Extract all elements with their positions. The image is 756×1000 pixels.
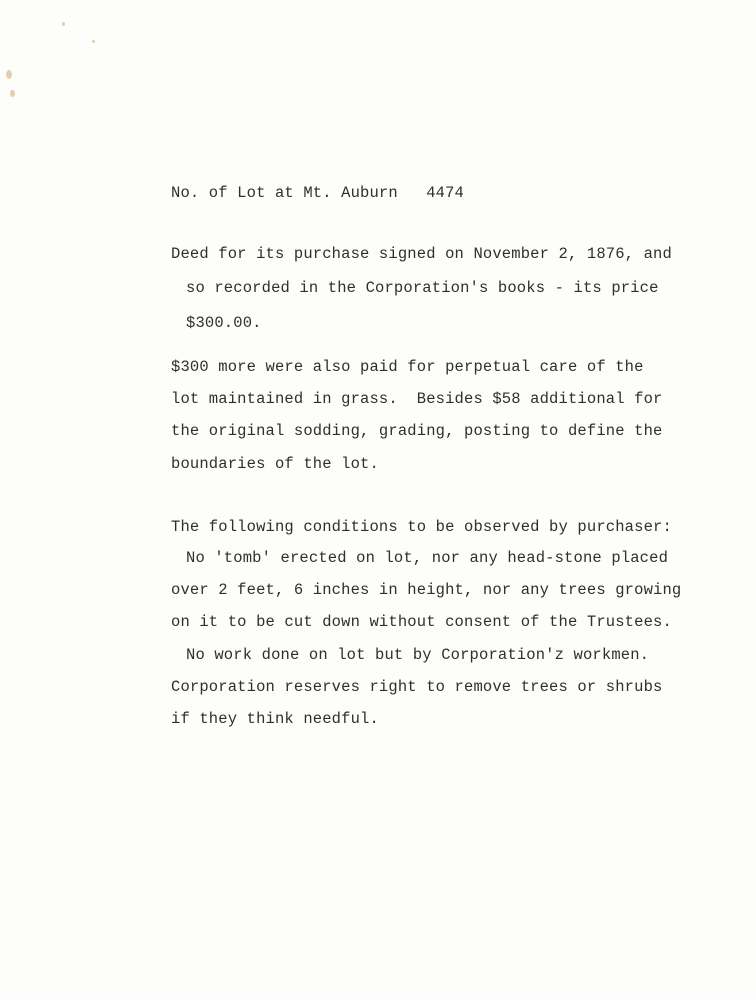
paper-stain [62,22,65,26]
conditions-line-4: on it to be cut down without consent of the Trustees. [171,613,672,631]
deed-line-2: so recorded in the Corporation's books - its price [186,279,659,297]
care-line-1: $300 more were also paid for perpetual care of the [171,358,644,376]
paper-stain [10,90,15,97]
care-line-4: boundaries of the lot. [171,455,379,473]
conditions-line-3: over 2 feet, 6 inches in height, nor any trees growing [171,581,682,599]
paper-stain [92,40,95,43]
conditions-line-1: The following conditions to be observed by purchaser: [171,518,672,536]
care-line-2: lot maintained in grass. Besides $58 additional for [171,390,663,408]
work-line-2: Corporation reserves right to remove trees or shrubs [171,678,663,696]
care-line-3: the original sodding, grading, posting to define the [171,422,663,440]
work-line-3: if they think needful. [171,710,379,728]
paper-stain [6,70,12,79]
lot-number-line: No. of Lot at Mt. Auburn 4474 [171,184,464,202]
deed-line-3: $300.00. [186,314,262,332]
deed-line-1: Deed for its purchase signed on November 2, 1876, and [171,245,672,263]
conditions-line-2: No 'tomb' erected on lot, nor any head-stone placed [186,549,669,567]
work-line-1: No work done on lot but by Corporation'z workmen. [186,646,650,664]
